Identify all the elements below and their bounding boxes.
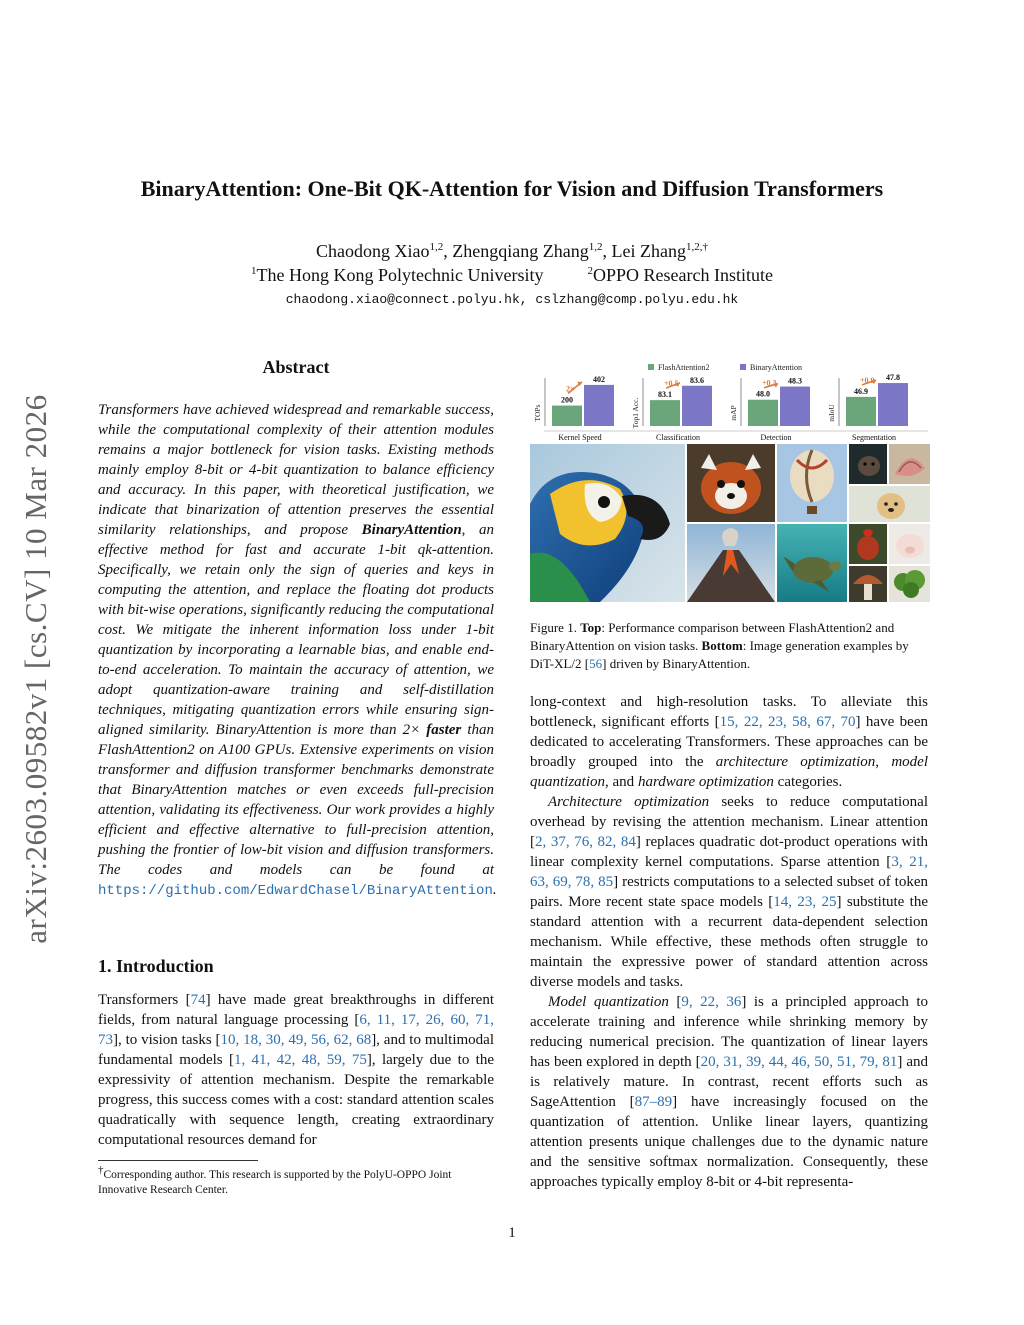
flash-bar — [846, 397, 876, 426]
binary-bar — [682, 386, 712, 426]
value-label: 83.1 — [658, 390, 672, 400]
value-label: 200 — [561, 395, 573, 405]
abstract-body — [98, 400, 497, 901]
gain-label: +0.9 — [860, 375, 875, 385]
footnote-text: Corresponding author. This research is supported by the PolyU-OPPO Joint Innovative Research Center. — [98, 1168, 452, 1196]
emphasis-text: model quantization — [530, 754, 929, 790]
caption-label: Bottom — [701, 638, 743, 653]
value-label: 47.8 — [886, 373, 900, 383]
citation-link[interactable]: 3, 21, 63, 69, 78, 85 — [530, 854, 929, 890]
category-label: Detection — [760, 433, 792, 442]
legend-label: BinaryAttention — [750, 363, 802, 372]
dog-image — [849, 486, 930, 522]
axis-label: mAP — [729, 405, 738, 421]
section-heading: 1. Introduction — [98, 956, 214, 976]
paper-title: BinaryAttention: One-Bit QK-Attention for Vision and Diffusion Transformers — [140, 176, 884, 201]
caption-text: : Performance comparison between FlashAttention2 and BinaryAttention on vision tasks. — [530, 620, 895, 653]
caption-text: : Image generation examples by DiT-XL/2 [ — [530, 638, 909, 671]
gain-label: 2× — [566, 384, 575, 394]
citation-link[interactable]: 87–89 — [634, 1094, 673, 1110]
citation-link[interactable]: 6, 11, 17, 26, 60, 71, 73 — [98, 1012, 494, 1048]
body-text: ] have increasingly focused on the quantization of attention. Unlike linear layers, quantizing attention presents unique challenges due to the dynamic nature and the sensitive softmax normalization. Consequently, these approaches typically employ 8-bit or 4-bit representa- — [530, 1094, 928, 1190]
parrot-image — [530, 444, 685, 602]
paragraph — [530, 692, 928, 792]
sea-turtle-image — [777, 524, 847, 602]
abstract-heading: Abstract — [262, 357, 330, 377]
body-text: ], to vision tasks [ — [113, 1032, 221, 1048]
citation-link[interactable]: 74 — [190, 992, 206, 1008]
abstract-text: , an effective method for fast and accurate 1-bit qk-attention. Specifically, we retain only the sign of queries and keys in computing the attention, and replace the floating dot products with bit-wise operations, significantly reducing the computational cost. We mitigate the inherent information loss under 1-bit quantization by incorporating a learnable bias, and enable end-to-end acceleration. To maintain the accuracy of attention, we adopt quantization-aware training and self-distillation techniques, mitigating quantization errors while ensuring sign-aligned similarity. BinaryAttention is more than 2× — [98, 522, 495, 738]
mushroom-image — [849, 566, 887, 602]
author-emails: chaodong.xiao@connect.polyu.hk, cslzhang@comp.polyu.edu.hk — [285, 292, 739, 307]
body-text: categories. — [773, 774, 843, 790]
abstract-text: . — [492, 882, 497, 898]
flash-bar — [748, 400, 778, 426]
figure-caption — [530, 619, 928, 673]
footnote-mark: † — [98, 1164, 104, 1176]
body-text: ], and to multimodal fundamental models [ — [98, 1032, 494, 1068]
abstract-text: Transformers have achieved widespread and remarkable success, while the computational complexity of their attention modules remains a major bottleneck for vision tasks. Existing methods mainly employ 8-bit or 4-bit quantization to balance efficiency and accuracy. In this paper, with theoretical justification, we indicate that binarization of attention preserves the essential similarity relationships, and propose — [98, 402, 494, 538]
author-name: Chaodong Xiao — [316, 241, 430, 261]
gain-label: +0.5 — [664, 379, 679, 389]
author-name: , Lei Zhang — [602, 241, 686, 261]
otter-image — [849, 444, 887, 484]
axis-label: TOPs — [533, 404, 542, 422]
category-label: Segmentation — [852, 433, 896, 442]
axis-label: Top1 Acc. — [631, 397, 640, 429]
affil-mark: 2 — [587, 265, 593, 277]
body-text: seeks to reduce computational overhead by revising the attention mechanism. Linear attention [ — [530, 794, 928, 850]
category-label: Kernel Speed — [558, 433, 602, 442]
red-panda-image — [687, 444, 775, 522]
body-text: ] restricts computations to a selected subset of token pairs. More recent state space models [ — [530, 874, 929, 910]
affiliation: The Hong Kong Polytechnic University — [256, 265, 544, 285]
citation-link[interactable]: 15, 22, 23, 58, 67, 70 — [719, 714, 856, 730]
caption-text: ] driven by BinaryAttention. — [602, 656, 751, 671]
body-text: , — [875, 754, 892, 770]
body-text: ] have made great breakthroughs in different fields, from natural language processing [ — [98, 992, 494, 1028]
flash-bar — [552, 406, 582, 426]
body-text: long-context and high-resolution tasks. To alleviate this bottleneck, significant efforts [ — [530, 694, 928, 730]
author-affil-mark: 1,2 — [588, 241, 603, 253]
value-label: 46.9 — [854, 386, 868, 396]
body-text: , and — [605, 774, 638, 790]
binary-bar — [584, 385, 614, 426]
citation-link[interactable]: 20, 31, 39, 44, 46, 50, 51, 79, 81 — [700, 1054, 898, 1070]
citation-link[interactable]: 1, 41, 42, 48, 59, 75 — [233, 1052, 367, 1068]
code-link[interactable]: https://github.com/EdwardChasel/BinaryAttention — [98, 883, 493, 899]
citation-link[interactable]: 10, 18, 30, 49, 56, 62, 68 — [220, 1032, 372, 1048]
footnote-divider — [98, 1160, 258, 1161]
flash-bar — [650, 400, 680, 426]
binary-bar — [780, 387, 810, 426]
seashell-image — [889, 444, 930, 484]
paragraph — [530, 792, 928, 992]
author-name: , Zhengqiang Zhang — [443, 241, 589, 261]
broccoli-image — [889, 566, 930, 602]
author-affil-mark: 1,2,† — [685, 241, 708, 253]
body-text: ] substitute the standard attention with a recurrent data-dependent selection mechanism. While effective, these methods often struggle to maintain the expressive power of standard attention across diverse models and tasks. — [530, 894, 928, 990]
abstract-bold: faster — [426, 722, 462, 738]
caption-prefix: Figure 1. — [530, 620, 581, 635]
arxiv-identifier: arXiv:2603.09582v1 [cs.CV] 10 Mar 2026 — [18, 394, 53, 944]
category-label: Classification — [656, 433, 700, 442]
arxiv-sidebar — [6, 366, 66, 966]
performance-chart — [530, 356, 930, 446]
intro-paragraph — [98, 990, 494, 1150]
legend-swatch — [648, 364, 654, 370]
abstract-bold: BinaryAttention — [361, 522, 462, 538]
piggy-bank-image — [889, 524, 930, 564]
paragraph — [530, 992, 928, 1192]
body-text: ] replaces quadratic dot-product operations with linear complexity kernel computations. Sparse attention [ — [530, 834, 929, 870]
generated-image-grid — [530, 444, 930, 602]
body-text: ] and is relatively mature. In contrast, recent efforts such as SageAttention [ — [530, 1054, 928, 1110]
axis-label: mIoU — [827, 404, 836, 422]
body-text: ] have been dedicated to accelerating Transformers. These approaches can be broadly grouped into the — [530, 714, 928, 770]
abstract-text: than FlashAttention2 on A100 GPUs. Extensive experiments on vision transformer and diffusion transformer benchmarks demonstrate that BinaryAttention matches or even exceeds full-precision attention, validating its effectiveness. Our work provides a highly efficient and effective alternative to full-precision attention, pushing the frontier of low-bit vision and diffusion transformers. The codes and models can be found at — [98, 722, 494, 878]
emphasis-text: Architecture optimization — [548, 794, 710, 810]
footnote — [98, 1163, 494, 1198]
body-text: [ — [668, 994, 682, 1010]
value-label: 48.3 — [788, 376, 802, 386]
value-label: 48.0 — [756, 389, 770, 399]
body-text: Transformers [ — [98, 992, 191, 1008]
emphasis-text: hardware optimization — [637, 774, 774, 790]
rooster-image — [849, 524, 887, 564]
affil-mark: 1 — [251, 265, 257, 277]
legend-swatch — [740, 364, 746, 370]
gain-label: +0.3 — [762, 378, 777, 388]
citation-link[interactable]: 14, 23, 25 — [773, 894, 837, 910]
caption-label: Top — [580, 620, 602, 635]
citation-link[interactable]: 2, 37, 76, 82, 84 — [535, 834, 636, 850]
body-text: ] is a principled approach to accelerate training and inference while shrinking memory by reducing numerical precision. The quantization of linear layers has been explored in depth [ — [530, 994, 929, 1070]
body-text: ], largely due to the expressivity of attention mechanism. Despite the remarkable progress, this success comes with a cost: standard attention scales quadratically with sequence length, creating extraordinary computational resources demand for — [98, 1052, 494, 1148]
affiliations — [60, 265, 964, 286]
author-list — [60, 241, 964, 262]
value-label: 83.6 — [690, 375, 704, 385]
author-affil-mark: 1,2 — [429, 241, 444, 253]
affiliation: OPPO Research Institute — [592, 265, 773, 285]
legend-label: FlashAttention2 — [658, 363, 710, 372]
right-column-text — [530, 692, 928, 1192]
balloon-image — [777, 444, 847, 522]
value-label: 402 — [593, 374, 605, 384]
emphasis-text: architecture optimization — [715, 754, 876, 770]
citation-link[interactable]: 56 — [589, 656, 603, 671]
citation-link[interactable]: 9, 22, 36 — [681, 994, 742, 1010]
binary-bar — [878, 383, 908, 426]
emphasis-text: Model quantization — [548, 994, 669, 1010]
volcano-image — [687, 524, 775, 602]
page-number: 1 — [508, 1225, 516, 1241]
